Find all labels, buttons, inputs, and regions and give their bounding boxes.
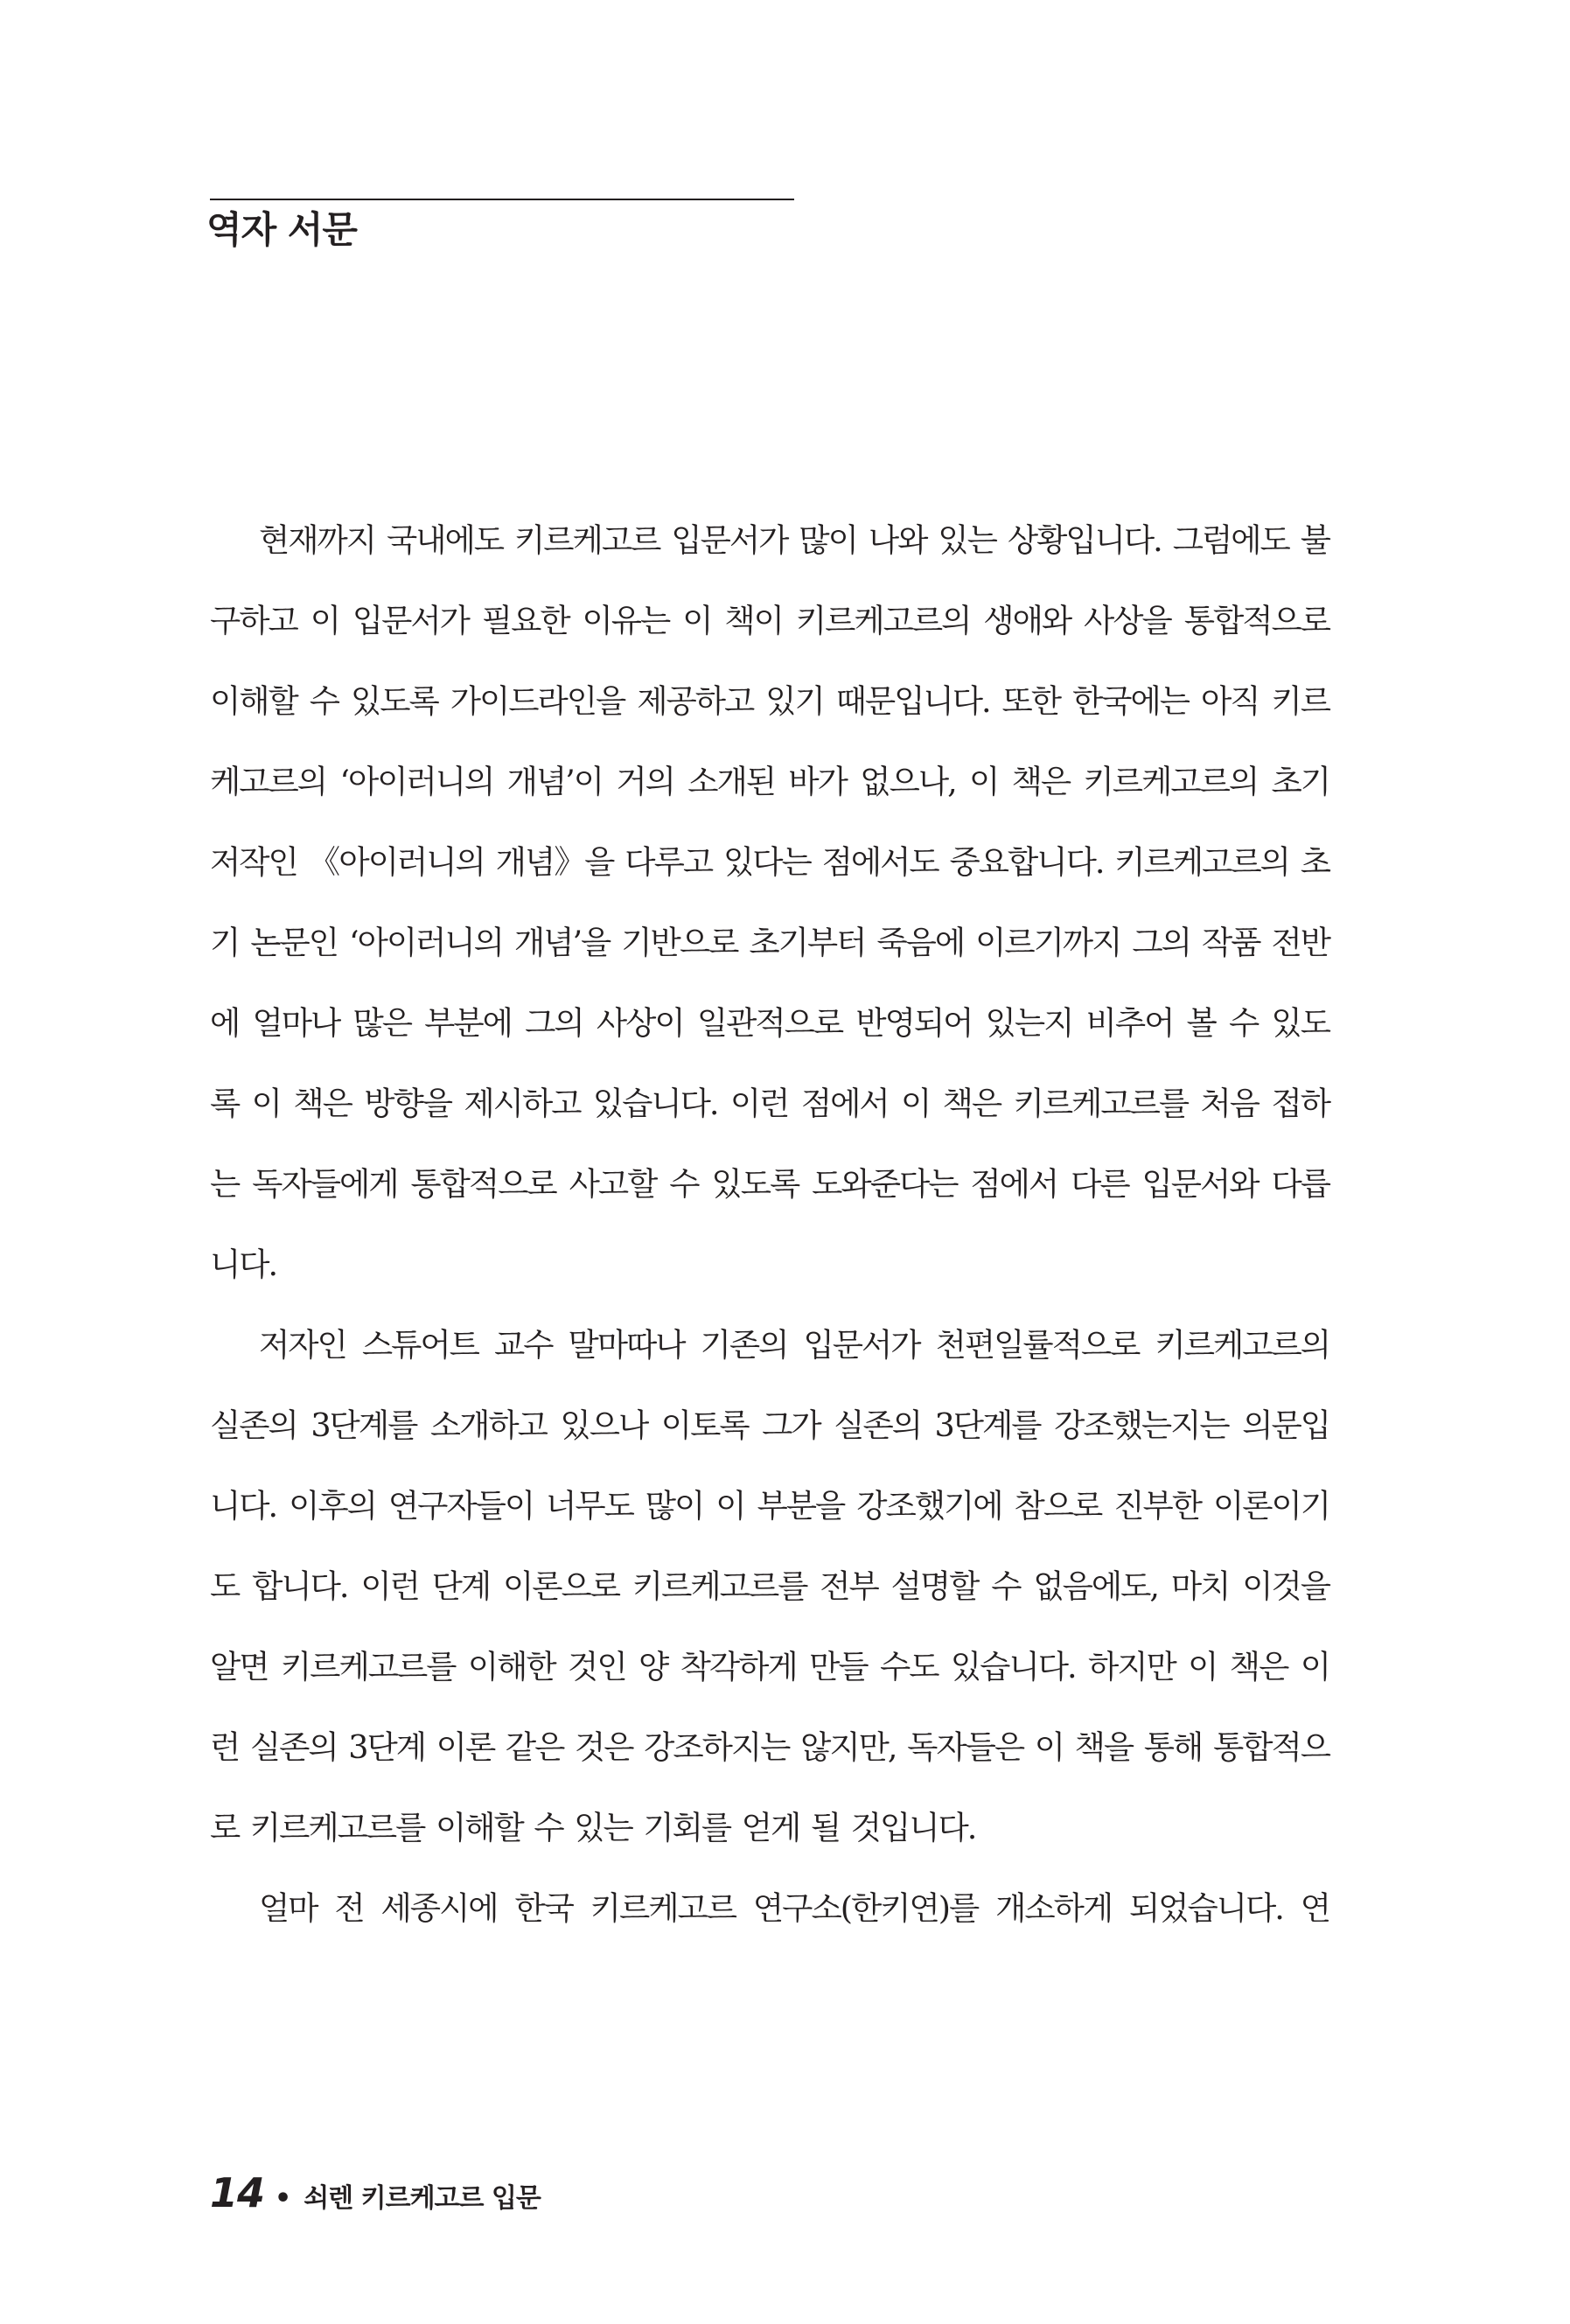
- paragraph-2: 저자인 스튜어트 교수 말마따나 기존의 입문서가 천편일률적으로 키르케고르의 실존의 3단계를 소개하고 있으나 이토록 그가 실존의 3단계를 강조했는지는 의문입니다. 이후의 연구자들이 너무도 많이 이 부분을 강조했기에 참으로 진부한 이론이기도 합니다. 이런 단계 이론으로 키르케고르를 전부 설명할 수 없음에도, 마치 이것을 알면 키르케고르를 이해한 것인 양 착각하게 만들 수도 있습니다. 하지만 이 책은 이런 실존의 3단계 이론 같은 것은 강조하지는 않지만, 독자들은 이 책을 통해 통합적으로 키르케고르를 이해할 수 있는 기회를 얻게 될 것입니다.: [210, 1326, 1329, 1846]
- section-title: 역자 서문: [206, 208, 357, 251]
- footer-separator: •: [275, 2183, 292, 2214]
- paragraph-3: 얼마 전 세종시에 한국 키르케고르 연구소(한키연)를 개소하게 되었습니다. 연: [259, 1889, 1329, 1927]
- section-title-rule: [210, 199, 794, 200]
- page-number: 14: [210, 2169, 265, 2216]
- body-text: [210, 500, 1329, 1949]
- paragraph-1: 현재까지 국내에도 키르케고르 입문서가 많이 나와 있는 상황입니다. 그럼에도 불구하고 이 입문서가 필요한 이유는 이 책이 키르케고르의 생애와 사상을 통합적으로 이해할 수 있도록 가이드라인을 제공하고 있기 때문입니다. 또한 한국에는 아직 키르케고르의 ‘아이러니의 개념’이 거의 소개된 바가 없으나, 이 책은 키르케고르의 초기 저작인 《아이러니의 개념》을 다루고 있다는 점에서도 중요합니다. 키르케고르의 초기 논문인 ‘아이러니의 개념’을 기반으로 초기부터 죽음에 이르기까지 그의 작품 전반에 얼마나 많은 부분에 그의 사상이 일관적으로 반영되어 있는지 비추어 볼 수 있도록 이 책은 방향을 제시하고 있습니다. 이런 점에서 이 책은 키르케고르를 처음 접하는 독자들에게 통합적으로 사고할 수 있도록 도와준다는 점에서 다른 입문서와 다릅니다.: [210, 521, 1329, 1283]
- page-footer: [210, 2169, 541, 2222]
- running-title: 쇠렌 키르케고르 입문: [304, 2183, 541, 2214]
